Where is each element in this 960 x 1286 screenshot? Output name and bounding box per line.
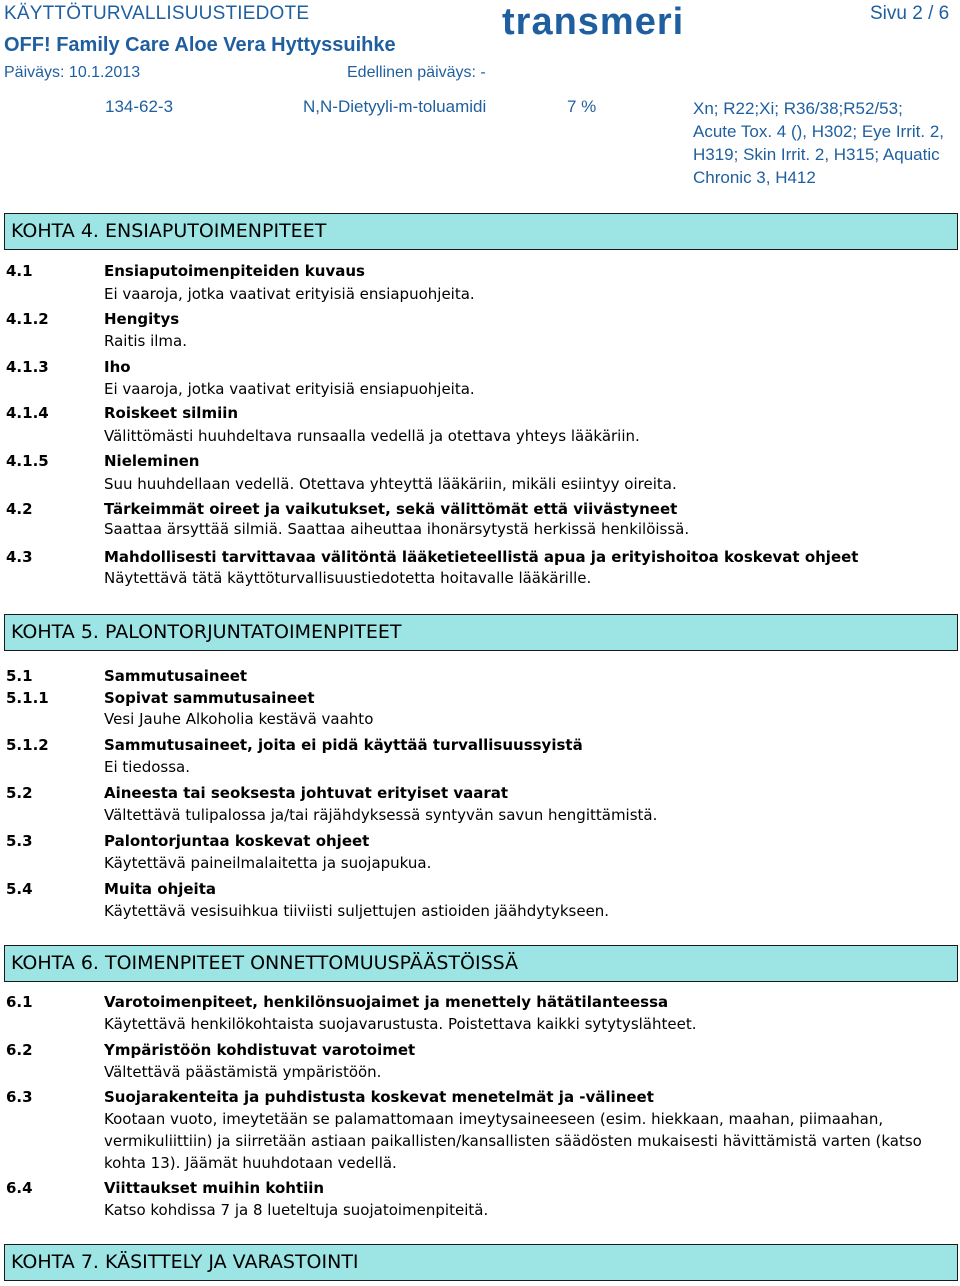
cas-number: 134-62-3 [105,97,174,116]
item-text: Käytettävä paineilmalaitetta ja suojapukua. [104,854,432,872]
item-number: 4.1.3 [6,358,49,376]
item-text: kohta 13). Jäämät huuhdotaan vedellä. [104,1154,397,1172]
item-number: 6.1 [6,993,33,1011]
item-heading: Sammutusaineet, joita ei pidä käyttää turvallisuussyistä [104,736,583,754]
classification-line: H319; Skin Irrit. 2, H315; Aquatic [693,145,940,164]
item-text: vermikuliittiin) ja siirretään astiaan paikallisten/kansallisten säädösten mukaisesti hävittämistä varten (katso [104,1132,922,1150]
substance-name: N,N-Dietyyli-m-toluamidi [303,97,487,116]
item-heading: Aineesta tai seoksesta johtuvat erityiset vaarat [104,784,509,802]
item-heading: Varotoimenpiteet, henkilönsuojaimet ja menettely hätätilanteessa [104,993,669,1011]
item-heading: Ensiaputoimenpiteiden kuvaus [104,262,365,280]
section-5-title: KOHTA 5. PALONTORJUNTATOIMENPITEET [11,621,402,643]
item-text: Saattaa ärsyttää silmiä. Saattaa aiheuttaa ihonärsytystä herkissä henkilöissä. [104,520,690,538]
item-heading: Tärkeimmät oireet ja vaikutukset, sekä välittömät että viivästyneet [104,500,678,518]
classification-line: Chronic 3, H412 [693,168,816,187]
item-heading: Nieleminen [104,452,200,470]
item-heading: Iho [104,358,131,376]
transmeri-logo [502,2,732,42]
item-text: Välittömästi huuhdeltava runsaalla vedellä ja otettava yhteys lääkäriin. [104,427,640,445]
page-number: Sivu 2 / 6 [870,3,950,24]
section-4-header [4,213,958,250]
section-6-title: KOHTA 6. TOIMENPITEET ONNETTOMUUSPÄÄSTÖISSÄ [11,952,519,974]
previous-date: Edellinen päiväys: - [347,64,486,81]
item-heading: Palontorjuntaa koskevat ohjeet [104,832,370,850]
item-heading: Muita ohjeita [104,880,216,898]
item-number: 4.2 [6,500,33,518]
item-text: Ei vaaroja, jotka vaativat erityisiä ensiapuohjeita. [104,380,475,398]
item-number: 5.1.2 [6,736,49,754]
item-text: Suu huuhdellaan vedellä. Otettava yhteyttä lääkäriin, mikäli esiintyy oireita. [104,475,677,493]
item-number: 4.1 [6,262,33,280]
item-text: Ei vaaroja, jotka vaativat erityisiä ensiapuohjeita. [104,285,475,303]
item-heading: Roiskeet silmiin [104,404,239,422]
item-heading: Viittaukset muihin kohtiin [104,1179,325,1197]
section-4-title: KOHTA 4. ENSIAPUTOIMENPITEET [11,220,327,242]
item-number: 5.3 [6,832,33,850]
item-text: Vesi Jauhe Alkoholia kestävä vaahto [104,710,374,728]
item-number: 4.1.2 [6,310,49,328]
item-number: 6.3 [6,1088,33,1106]
item-number: 5.1 [6,667,33,685]
section-7-header [4,1244,958,1281]
item-text: Katso kohdissa 7 ja 8 lueteltuja suojatoimenpiteitä. [104,1201,489,1219]
item-text: Raitis ilma. [104,332,187,350]
substance-classification [693,97,958,189]
item-heading: Hengitys [104,310,180,328]
item-text: Vältettävä päästämistä ympäristöön. [104,1063,382,1081]
item-heading: Sopivat sammutusaineet [104,689,315,707]
item-heading: Mahdollisesti tarvittavaa välitöntä lääketieteellistä apua ja erityishoitoa koskevat ohjeet [104,548,859,566]
classification-line: Acute Tox. 4 (), H302; Eye Irrit. 2, [693,122,945,141]
item-text: Vältettävä tulipalossa ja/tai räjähdyksessä syntyvän savun hengittämistä. [104,806,658,824]
substance-percent: 7 % [567,97,597,116]
document-title: KÄYTTÖTURVALLISUUSTIEDOTE [4,3,310,24]
section-7-title: KOHTA 7. KÄSITTELY JA VARASTOINTI [11,1251,359,1273]
item-number: 6.4 [6,1179,33,1197]
item-number: 5.4 [6,880,33,898]
item-text: Ei tiedossa. [104,758,190,776]
item-text: Kootaan vuoto, imeytetään se palamattomaan imeytysaineeseen (esim. hiekkaan, maahan, piimaahan, [104,1110,884,1128]
item-heading: Sammutusaineet [104,667,248,685]
item-heading: Ympäristöön kohdistuvat varotoimet [104,1041,416,1059]
logo-text: transmeri [502,2,685,42]
item-text: Käytettävä henkilökohtaista suojavarustusta. Poistettava kaikki sytytyslähteet. [104,1015,697,1033]
item-number: 6.2 [6,1041,33,1059]
item-number: 4.3 [6,548,33,566]
item-text: Käytettävä vesisuihkua tiiviisti suljettujen astioiden jäähdytykseen. [104,902,610,920]
product-name: OFF! Family Care Aloe Vera Hyttyssuihke [4,34,396,56]
classification-line: Xn; R22;Xi; R36/38;R52/53; [693,99,903,118]
item-number: 5.2 [6,784,33,802]
issue-date: Päiväys: 10.1.2013 [4,64,141,81]
item-number: 5.1.1 [6,689,49,707]
item-text: Näytettävä tätä käyttöturvallisuustiedotetta hoitavalle lääkärille. [104,569,592,587]
item-number: 4.1.5 [6,452,49,470]
item-heading: Suojarakenteita ja puhdistusta koskevat menetelmät ja -välineet [104,1088,654,1106]
section-6-header [4,945,958,982]
item-number: 4.1.4 [6,404,49,422]
section-5-header [4,614,958,651]
